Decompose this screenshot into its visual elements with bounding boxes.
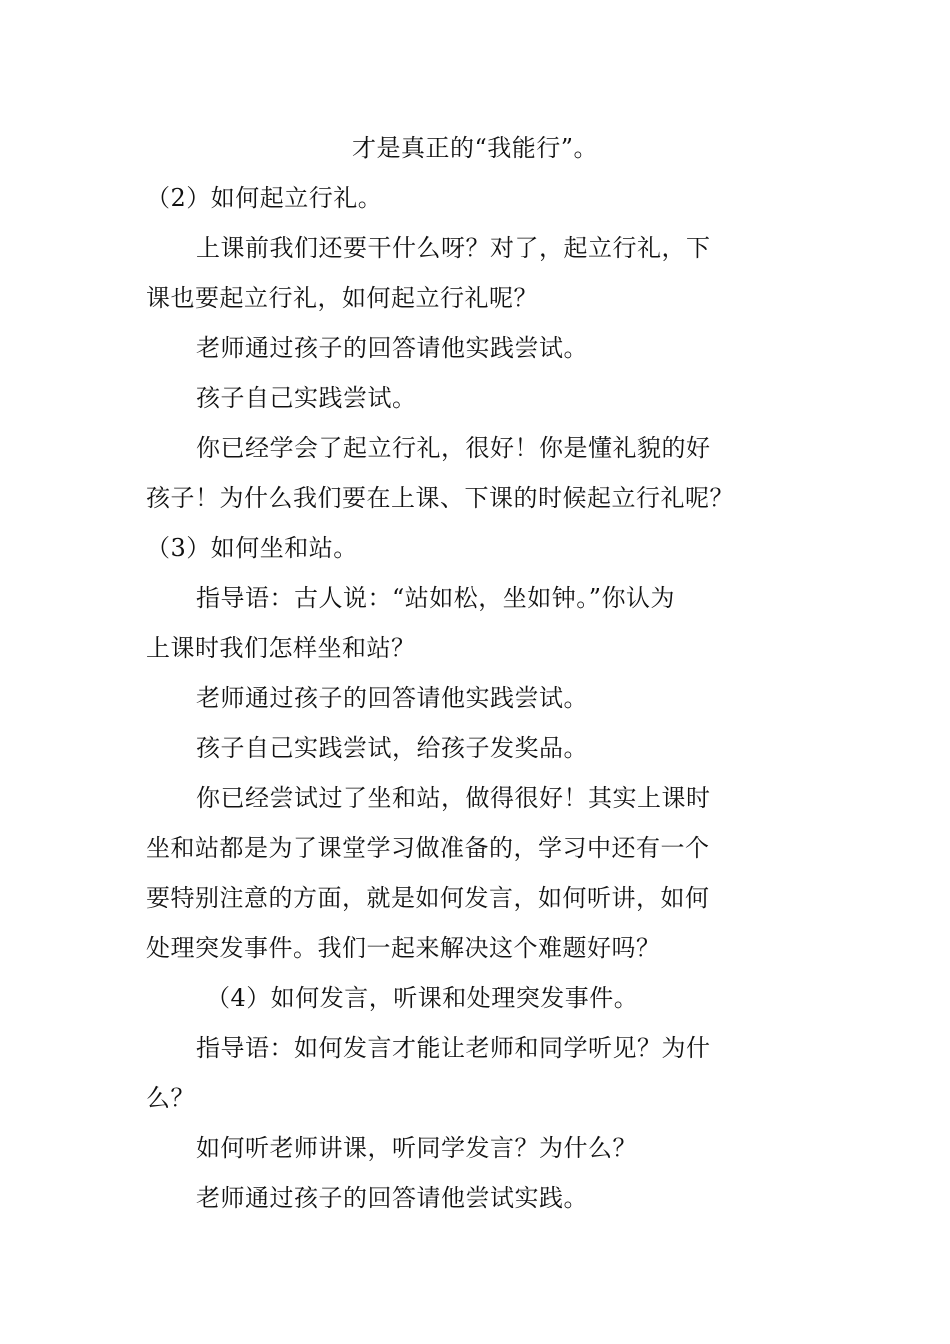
text-line: 么？ [146, 1084, 195, 1112]
text-line: 老师通过孩子的回答请他实践尝试。 [196, 334, 588, 362]
text-line: 你已经学会了起立行礼，很好！你是懂礼貌的好 [196, 434, 711, 462]
text-line: 上课时我们怎样坐和站？ [146, 634, 416, 662]
text-line: 上课前我们还要干什么呀？对了，起立行礼，下 [196, 234, 711, 262]
text-line: 孩子自己实践尝试，给孩子发奖品。 [196, 734, 588, 762]
section-heading: （3）如何坐和站。 [146, 534, 358, 562]
text-line: 处理突发事件。我们一起来解决这个难题好吗？ [146, 934, 661, 962]
text-line: 要特别注意的方面，就是如何发言，如何听讲，如何 [146, 884, 710, 912]
text-line: 坐和站都是为了课堂学习做准备的，学习中还有一个 [146, 834, 710, 862]
text-line: 才是真正的“我能行”。 [351, 134, 599, 162]
text-line: 课也要起立行礼，如何起立行礼呢？ [146, 284, 538, 312]
text-line: 孩子自己实践尝试。 [196, 384, 417, 412]
text-line: 如何听老师讲课，听同学发言？为什么？ [196, 1134, 637, 1162]
text-line: 你已经尝试过了坐和站，做得很好！其实上课时 [196, 784, 711, 812]
text-line: 孩子！为什么我们要在上课、下课的时候起立行礼呢？ [146, 484, 734, 512]
text-line: 老师通过孩子的回答请他实践尝试。 [196, 684, 588, 712]
section-heading: （4）如何发言，听课和处理突发事件。 [206, 984, 639, 1012]
text-line: 老师通过孩子的回答请他尝试实践。 [196, 1184, 588, 1212]
text-line: 指导语：如何发言才能让老师和同学听见？为什 [196, 1034, 711, 1062]
section-heading: （2）如何起立行礼。 [146, 184, 383, 212]
text-line: 指导语：古人说：“站如松，坐如钟。”你认为 [196, 584, 676, 612]
